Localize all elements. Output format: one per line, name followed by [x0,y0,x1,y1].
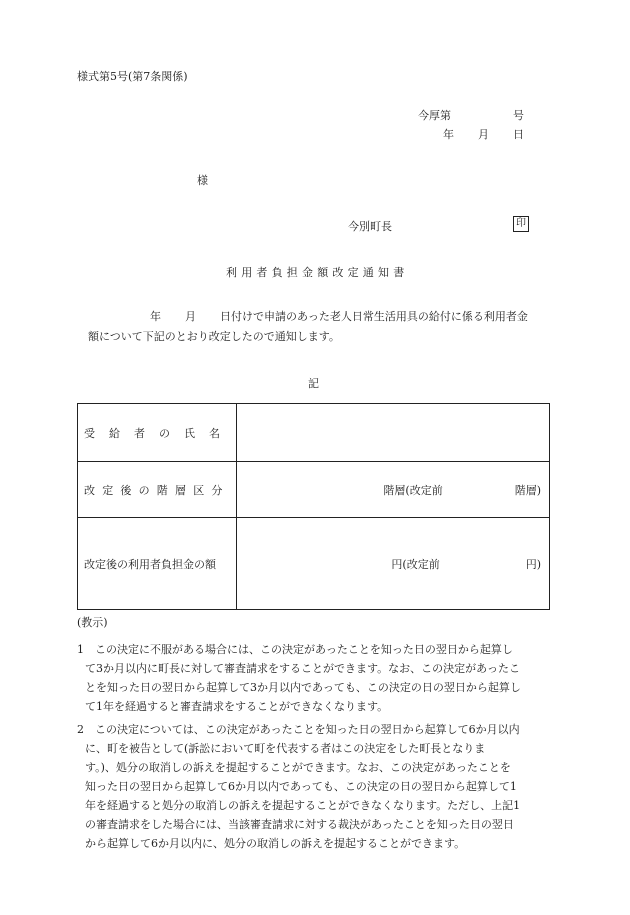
seal-mark: 印 [513,216,529,232]
recipient-name-field[interactable] [237,404,550,462]
body-line-1 [88,307,556,327]
body-line-1-text: 日付けで申請のあった老人日常生活用具の給付に係る利用者金 [220,310,528,323]
note-2-line: 知った日の翌日から起算して6か月以内であっても、この決定の日の翌日から起算して1 [85,780,517,793]
issue-date-day: 日 [513,128,524,141]
body-month: 月 [185,310,196,323]
issuer-name: 今別町長 [348,220,392,233]
issue-date-year: 年 [443,128,454,141]
table-row-recipient [78,404,550,462]
document-title: 利用者負担金額改定通知書 [226,266,409,279]
note-1-line: て3か月以内に町長に対して審査請求をすることができます。なお、この決定があったこ [85,662,521,675]
revised-tier-text-a: 階層(改定前 [383,483,443,497]
note-1-line: 1 この決定に不服がある場合には、この決定があったことを知った日の翌日から起算し [77,643,513,656]
issue-date-month: 月 [478,128,489,141]
issue-date [443,126,524,142]
revised-tier-text-b: 階層) [514,483,541,497]
ki-marker: 記 [308,377,319,390]
revised-tier-label: 改定後の階層区分 [78,462,237,518]
revised-amount-label: 改定後の利用者負担金の額 [78,518,237,610]
detail-table [77,403,550,610]
body-line-2: 額について下記のとおり改定したので通知します。 [88,330,340,343]
addressee-honorific: 様 [197,174,208,187]
note-2-line: に、町を被告として(訴訟において町を代表する者はこの決定をした町長となりま [85,742,486,755]
revised-amount-text-a: 円(改定前 [391,557,440,571]
body-year: 年 [150,310,161,323]
form-number-label: 様式第5号(第7条関係) [77,70,188,83]
document-number-suffix: 号 [513,109,524,122]
revised-tier-field[interactable] [237,462,550,518]
note-1-line: とを知った日の翌日から起算して3か月以内であっても、この決定の日の翌日から起算し [85,681,521,694]
body-paragraph [88,307,556,347]
note-1-line: て1年を経過すると審査請求をすることができなくなります。 [85,700,389,713]
revised-amount-field[interactable] [237,518,550,610]
notes-heading: (教示) [77,616,108,629]
note-2-line: の審査請求をした場合には、当該審査請求に対する裁決があったことを知った日の翌日 [85,818,514,831]
note-2-line: 年を経過すると処分の取消しの訴えを提起することができなくなります。ただし、上記1 [85,799,521,812]
note-2-line: から起算して6か月以内に、処分の取消しの訴えを提起することができます。 [85,837,466,850]
document-number-prefix: 今厚第 [418,109,451,122]
note-2-line: 2 この決定については、この決定があったことを知った日の翌日から起算して6か月以内 [77,723,520,736]
recipient-name-label: 受給者の氏名 [78,404,237,462]
document-number [418,107,524,123]
note-2-line: す。)、処分の取消しの訴えを提起することができます。なお、この決定があったことを [85,761,511,774]
revised-amount-text-b: 円) [525,557,541,571]
table-row-amount [78,518,550,610]
note-item-1 [77,640,550,716]
table-row-tier [78,462,550,518]
note-item-2 [77,720,550,853]
